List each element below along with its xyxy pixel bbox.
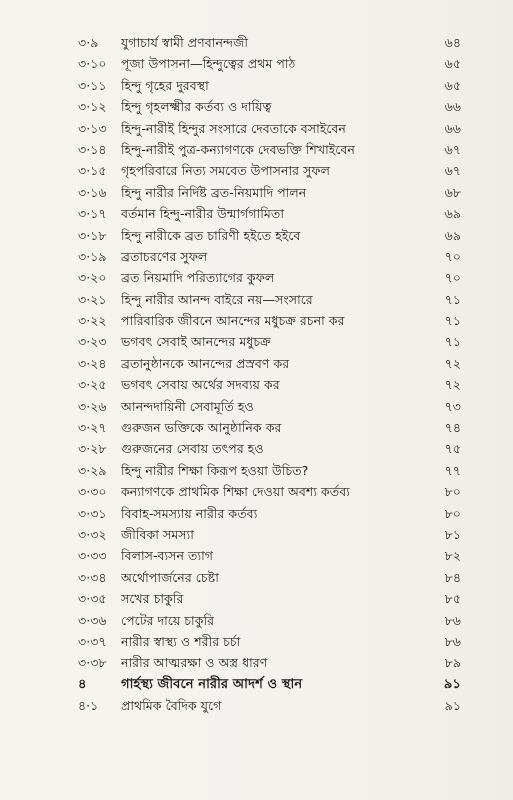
page-number: ৮২ <box>444 548 461 564</box>
section-number: ৩·২৯ <box>78 462 107 478</box>
section-title: ভগবৎ সেবায় অর্থের সদব্যয় কর <box>121 377 280 393</box>
section-number: ৩·৩৭ <box>78 633 107 649</box>
toc-row <box>0 75 513 96</box>
page-number: ৭৪ <box>444 420 461 436</box>
page-number: ৮১ <box>444 526 461 542</box>
toc-row <box>0 289 513 310</box>
section-number: ৩·৯ <box>78 35 99 50</box>
section-number: ৩·১৪ <box>78 141 107 157</box>
section-title: আনন্দদায়িনী সেবামূর্তি হও <box>121 398 254 414</box>
toc-row <box>0 438 513 459</box>
page-number: ৭০ <box>444 270 461 286</box>
section-number: ৩·১৬ <box>78 184 107 200</box>
page-number: ৭৩ <box>444 398 461 414</box>
section-number: ৩·৩৬ <box>78 612 107 628</box>
section-title: হিন্দু গৃহলক্ষ্মীর কর্তব্য ও দায়িত্ব <box>121 99 272 115</box>
section-number: ৩·২৩ <box>78 334 107 350</box>
toc-row <box>0 139 513 160</box>
toc-row <box>0 203 513 224</box>
section-title: হিন্দু নারীর নির্দিষ্ট ব্রত-নিয়মাদি পালন <box>121 184 307 200</box>
toc-row <box>0 267 513 288</box>
page-number: ৬৮ <box>444 184 461 200</box>
section-number: ৩·৩২ <box>78 526 107 542</box>
toc-row <box>0 225 513 246</box>
section-title: নারীর স্বাস্থ্য ও শরীর চর্চা <box>121 633 241 649</box>
page-number: ৯১ <box>444 698 461 714</box>
section-title: ব্রতানুষ্ঠানকে আনন্দের প্রস্রবণ কর <box>121 355 290 371</box>
toc-row <box>0 396 513 417</box>
section-title: কন্যাগণকে প্রাথমিক শিক্ষা দেওয়া অবশ্য কর্তব্য <box>121 484 350 500</box>
page-number: ৮৬ <box>444 612 461 628</box>
toc-row <box>0 417 513 438</box>
toc-row <box>0 118 513 139</box>
table-of-contents <box>0 32 513 717</box>
page-number: ৭২ <box>444 377 461 393</box>
section-number: ৩·২১ <box>78 291 107 307</box>
section-title: গার্হস্থ্য জীবনে নারীর আদর্শ ও স্থান <box>121 676 303 692</box>
page-number: ৬৫ <box>444 77 461 93</box>
toc-row <box>0 545 513 566</box>
section-number: ৩·৩৪ <box>78 569 107 585</box>
section-title: হিন্দু-নারীই পুত্র-কন্যাগণকে দেবভক্তি শিখাইবেন <box>121 141 355 157</box>
section-number: ৩·৩৫ <box>78 591 107 607</box>
page-number: ৬৬ <box>444 99 461 115</box>
toc-row <box>0 374 513 395</box>
section-number: ৩·২৭ <box>78 420 107 436</box>
section-number: ৪·১ <box>78 698 99 714</box>
section-title: বিবাহ-সমস্যায় নারীর কর্তব্য <box>121 505 258 521</box>
page-number: ৮৫ <box>444 591 461 607</box>
section-number: ৩·১১ <box>78 77 107 93</box>
section-number: ৪ <box>78 676 87 692</box>
page-number: ৭৫ <box>444 441 461 457</box>
toc-row <box>0 652 513 673</box>
toc-row <box>0 610 513 631</box>
page-number: ৭১ <box>444 291 461 307</box>
toc-row <box>0 246 513 267</box>
section-number: ৩·৩৮ <box>78 655 107 671</box>
section-number: ৩·১০ <box>78 56 107 72</box>
section-number: ৩·৩০ <box>78 484 107 500</box>
section-title: গুরুজনের সেবায় তৎপর হও <box>121 441 264 457</box>
toc-row <box>0 182 513 203</box>
page-number: ৬৭ <box>444 141 461 157</box>
section-number: ৩·২২ <box>78 313 107 329</box>
section-number: ৩·২৫ <box>78 377 107 393</box>
toc-row <box>0 524 513 545</box>
page-number: ৬৭ <box>444 163 461 179</box>
section-title: হিন্দু-নারীই হিন্দুর সংসারে দেবতাকে বসাইবেন <box>121 120 346 136</box>
section-title: গৃহপরিবারে নিত্য সমবেত উপাসনার সুফল <box>121 163 330 179</box>
section-title: গুরুজন ভক্তিকে আনুষ্ঠানিক কর <box>121 420 282 436</box>
toc-row <box>0 631 513 652</box>
page-number: ৮০ <box>444 484 461 500</box>
page-number: ৮০ <box>444 505 461 521</box>
section-number: ৩·১২ <box>78 99 107 115</box>
section-title: পেটের দায়ে চাকুরি <box>121 612 215 628</box>
section-title: বিলাস-ব্যসন ত্যাগ <box>121 548 214 564</box>
section-title: নারীর আত্মরক্ষা ও অস্ত্র ধারণ <box>121 655 268 671</box>
section-title: ব্রত নিয়মাদি পরিত্যাগের কুফল <box>121 270 275 286</box>
toc-row <box>0 695 513 716</box>
section-title: অর্থোপার্জনের চেষ্টা <box>121 569 219 585</box>
toc-row <box>0 503 513 524</box>
page-number: ৭১ <box>444 334 461 350</box>
section-title: হিন্দু নারীর শিক্ষা কিরূপ হওয়া উচিত? <box>121 462 309 478</box>
section-title: পূজা উপাসনা—হিন্দুত্বের প্রথম পাঠ <box>121 56 296 72</box>
toc-row <box>0 331 513 352</box>
page-number: ৬৯ <box>444 227 461 243</box>
section-number: ৩·২০ <box>78 270 107 286</box>
toc-row <box>0 353 513 374</box>
page-number: ৮৬ <box>444 633 461 649</box>
section-title: যুগাচার্য স্বামী প্রণবানন্দজী <box>121 35 248 50</box>
toc-chapter-row <box>0 674 513 695</box>
section-number: ৩·২৬ <box>78 398 107 414</box>
page-number: ৭৭ <box>444 462 461 478</box>
page-number: ৮৯ <box>444 655 461 671</box>
section-title: হিন্দু নারীর আনন্দ বাইরে নয়—সংসারে <box>121 291 313 307</box>
toc-row <box>0 567 513 588</box>
section-title: বর্তমান হিন্দু-নারীর উন্মার্গগামিতা <box>121 206 284 222</box>
toc-row <box>0 32 513 53</box>
section-number: ৩·১৩ <box>78 120 107 136</box>
toc-row <box>0 460 513 481</box>
page-number: ৯১ <box>443 676 461 692</box>
section-title: হিন্দু গৃহের দুরবস্থা <box>121 77 209 93</box>
page-number: ৬৪ <box>444 35 461 50</box>
section-title: সখের চাকুরি <box>121 591 184 607</box>
toc-row <box>0 160 513 181</box>
toc-row <box>0 53 513 74</box>
section-number: ৩·২৮ <box>78 441 107 457</box>
toc-row <box>0 481 513 502</box>
page-number: ৬৫ <box>444 56 461 72</box>
section-title: হিন্দু নারীকে ব্রত চারিণী হইতে হইবে <box>121 227 301 243</box>
page-number: ৭০ <box>444 248 461 264</box>
page-number: ৭২ <box>444 355 461 371</box>
toc-row <box>0 588 513 609</box>
toc-row <box>0 96 513 117</box>
section-title: ভগবৎ সেবাই আনন্দের মধুচক্র <box>121 334 271 350</box>
toc-row <box>0 310 513 331</box>
section-number: ৩·১৮ <box>78 227 107 243</box>
section-number: ৩·১৫ <box>78 163 107 179</box>
section-title: প্রাথমিক বৈদিক যুগে <box>121 698 222 714</box>
section-title: ব্রতাচরণের সুফল <box>121 248 208 264</box>
page-number: ৮৪ <box>444 569 461 585</box>
page-number: ৭১ <box>444 313 461 329</box>
section-number: ৩·১৯ <box>78 248 107 264</box>
section-title: পারিবারিক জীবনে আনন্দের মধুচক্র রচনা কর <box>121 313 345 329</box>
page-number: ৬৯ <box>444 206 461 222</box>
section-number: ৩·৩৩ <box>78 548 107 564</box>
section-number: ৩·১৭ <box>78 206 107 222</box>
page-number: ৬৬ <box>444 120 461 136</box>
section-number: ৩·৩১ <box>78 505 107 521</box>
section-number: ৩·২৪ <box>78 355 107 371</box>
section-title: জীবিকা সমস্যা <box>121 526 194 542</box>
